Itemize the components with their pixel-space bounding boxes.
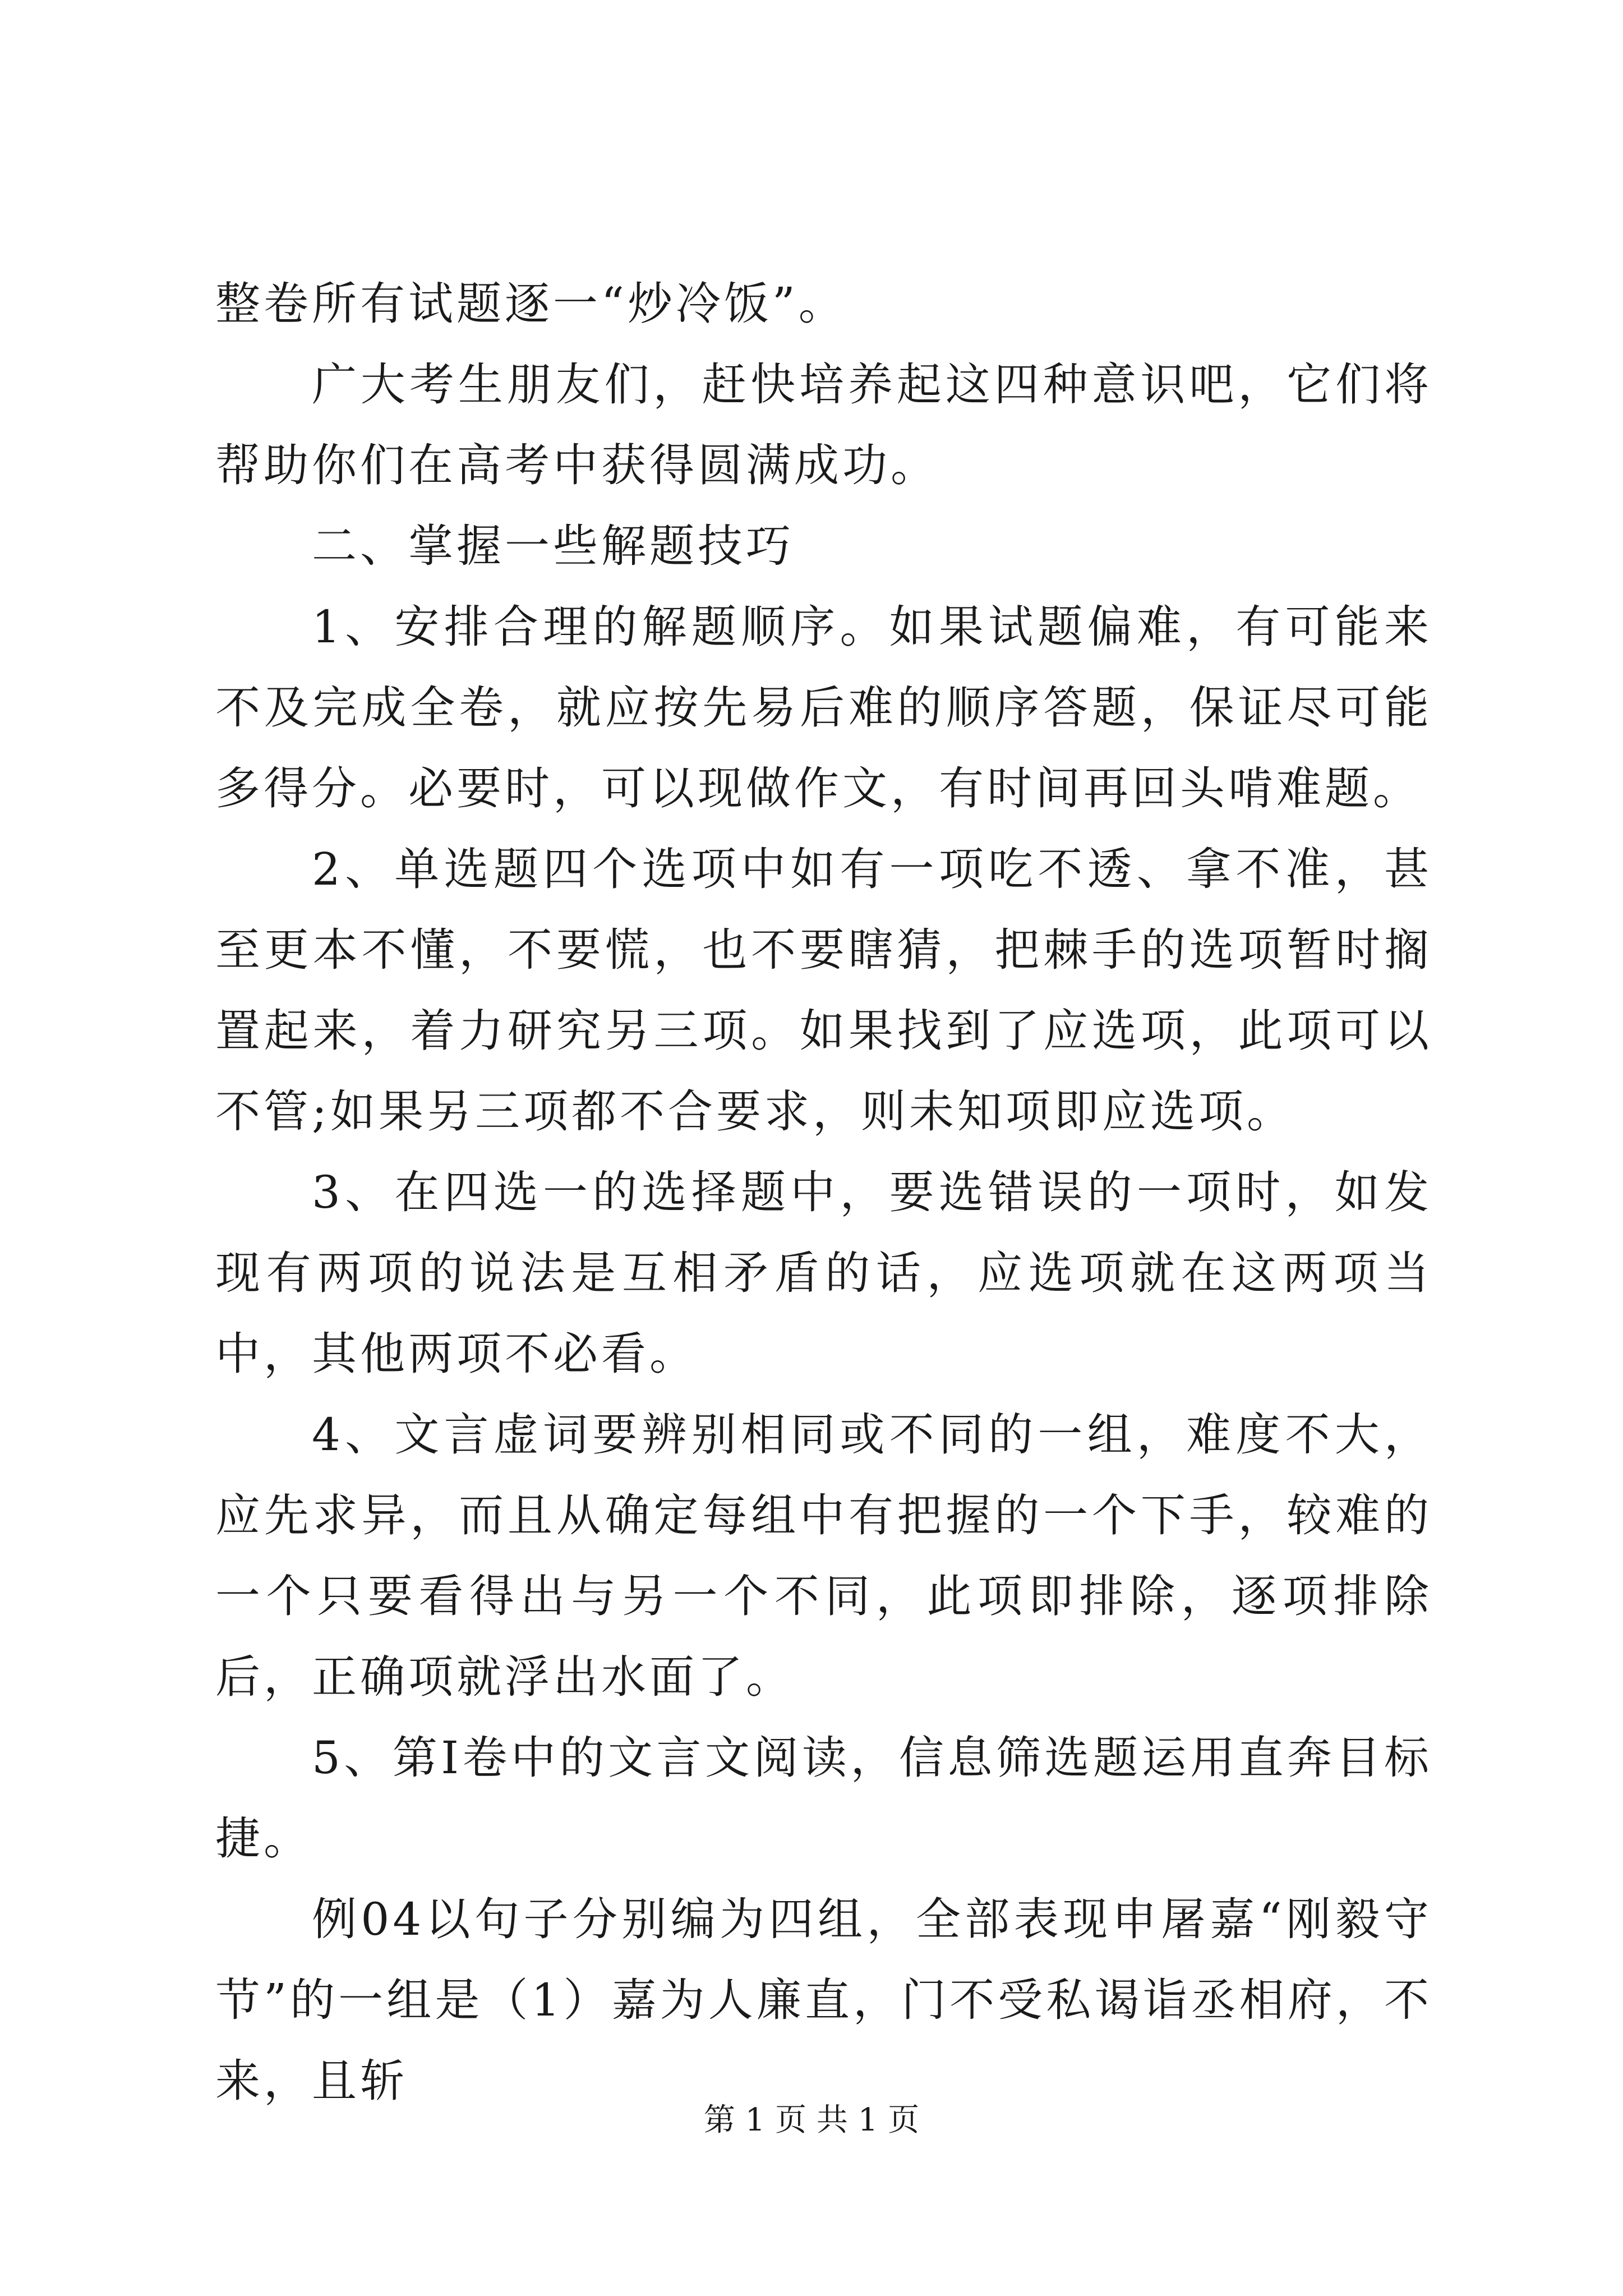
document-body — [215, 264, 1432, 2122]
paragraph-encouragement: 广大考生朋友们，赶快培养起这四种意识吧，它们将帮助你们在高考中获得圆满成功。 — [215, 358, 1432, 491]
paragraph-tip-4: 4、文言虚词要辨别相同或不同的一组，难度不大，应先求异，而且从确定每组中有把握的一个下手，较难的一个只要看得出与另一个不同，此项即排除，逐项排除后，正确项就浮出水面了。 — [215, 1409, 1432, 1703]
paragraph-example: 例04以句子分别编为四组，全部表现申屠嘉“刚毅守节”的一组是（1）嘉为人廉直，门不受私谒诣丞相府，不来，且斩 — [215, 1893, 1432, 2107]
paragraph-tip-5: 5、第Ⅰ卷中的文言文阅读，信息筛选题运用直奔目标捷。 — [215, 1732, 1432, 1865]
page-number-footer: 第 1 页 共 1 页 — [703, 2102, 920, 2138]
paragraph-tip-2: 2、单选题四个选项中如有一项吃不透、拿不准，甚至更本不懂，不要慌，也不要瞎猜，把棘手的选项暂时搁置起来，着力研究另三项。如果找到了应选项，此项可以不管;如果另三项都不合要求，则未知项即应选项。 — [215, 843, 1432, 1138]
paragraph-tip-1: 1、安排合理的解题顺序。如果试题偏难，有可能来不及完成全卷，就应按先易后难的顺序答题，保证尽可能多得分。必要时，可以现做作文，有时间再回头啃难题。 — [215, 601, 1432, 815]
section-heading: 二、掌握一些解题技巧 — [312, 520, 794, 572]
paragraph-continuation: 整卷所有试题逐一“炒冷饭”。 — [215, 278, 847, 330]
paragraph-tip-3: 3、在四选一的选择题中，要选错误的一项时，如发现有两项的说法是互相矛盾的话，应选项就在这两项当中，其他两项不必看。 — [215, 1166, 1432, 1380]
